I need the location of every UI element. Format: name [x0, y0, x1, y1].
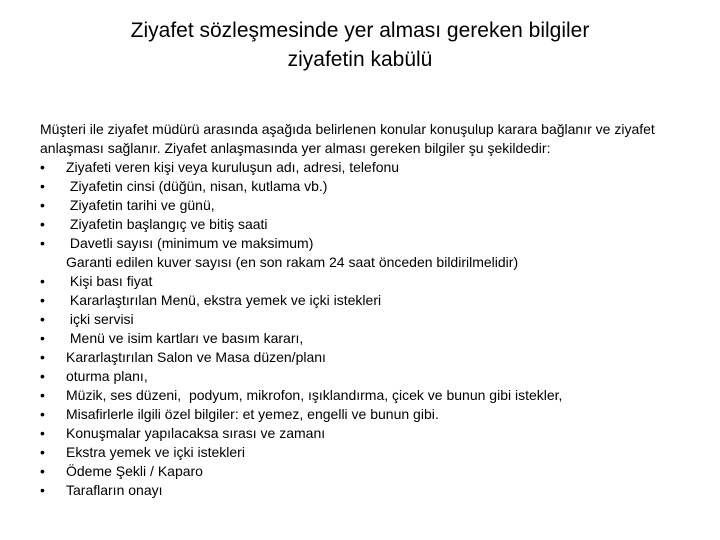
bullet-icon: •: [40, 482, 45, 498]
list-item-text: Menü ve isim kartları ve basım kararı,: [66, 330, 304, 346]
list-item: [40, 310, 680, 329]
list-item-text: oturma planı,: [66, 368, 148, 384]
bullet-icon: •: [40, 235, 45, 251]
list-item-text: Müzik, ses düzeni, podyum, mikrofon, ışıklandırma, çicek ve bunun gibi istekler,: [66, 387, 563, 403]
list-item-text: Ekstra yemek ve içki istekleri: [66, 444, 245, 460]
bullet-icon: •: [40, 216, 45, 232]
bullet-icon: •: [40, 463, 45, 479]
list-item-text: Konuşmalar yapılacaksa sırası ve zamanı: [66, 425, 326, 441]
list-item: [40, 443, 680, 462]
list-item: [40, 481, 680, 500]
list-item: [40, 405, 680, 424]
list-item: [40, 234, 680, 253]
bullet-icon: •: [40, 292, 45, 308]
list-item: [40, 253, 680, 272]
bullet-icon: •: [40, 330, 45, 346]
bullet-icon: •: [40, 387, 45, 403]
list-item: [40, 367, 680, 386]
list-item-text: içki servisi: [66, 311, 134, 327]
bullet-icon: •: [40, 178, 45, 194]
page-title: [40, 16, 680, 74]
list-item-text: Misafirlerle ilgili özel bilgiler: et yemez, engelli ve bunun gibi.: [66, 406, 439, 422]
list-item-text: Tarafların onayı: [66, 482, 163, 498]
requirements-list: [40, 158, 680, 500]
list-item: [40, 424, 680, 443]
list-item: [40, 158, 680, 177]
content-body: [40, 120, 680, 500]
list-item-text: Garanti edilen kuver sayısı (en son rakam 24 saat önceden bildirilmelidir): [66, 254, 519, 270]
bullet-icon: •: [40, 311, 45, 327]
list-item: [40, 348, 680, 367]
bullet-icon: •: [40, 444, 45, 460]
list-item: [40, 196, 680, 215]
bullet-icon: •: [40, 368, 45, 384]
bullet-icon: •: [40, 197, 45, 213]
list-item: [40, 386, 680, 405]
title-line-1: Ziyafet sözleşmesinde yer alması gereken bilgiler: [130, 19, 590, 42]
bullet-icon: •: [40, 406, 45, 422]
list-item-text: Ziyafetin tarihi ve günü,: [66, 197, 215, 213]
bullet-icon: •: [40, 159, 45, 175]
list-item-text: Ziyafetin cinsi (düğün, nisan, kutlama vb.): [66, 178, 328, 194]
list-item: [40, 215, 680, 234]
list-item-text: Davetli sayısı (minimum ve maksimum): [66, 235, 314, 251]
list-item-text: Ziyafeti veren kişi veya kuruluşun adı, adresi, telefonu: [66, 159, 400, 175]
list-item-text: Ziyafetin başlangıç ve bitiş saati: [66, 216, 268, 232]
bullet-icon: •: [40, 349, 45, 365]
bullet-icon: •: [40, 425, 45, 441]
list-item-text: Ödeme Şekli / Kaparo: [66, 463, 203, 479]
list-item: [40, 272, 680, 291]
list-item-text: Kararlaştırılan Menü, ekstra yemek ve içki istekleri: [66, 292, 382, 308]
list-item: [40, 177, 680, 196]
list-item-text: Kararlaştırılan Salon ve Masa düzen/planı: [66, 349, 326, 365]
list-item: [40, 462, 680, 481]
title-line-2: ziyafetin kabülü: [287, 48, 433, 71]
intro-paragraph: Müşteri ile ziyafet müdürü arasında aşağıda belirlenen konular konuşulup karara bağlanır ve ziyafet anlaşması sağlanır. Ziyafet anlaşmasında yer alması gereken bilgiler şu şekildedir:: [40, 121, 655, 156]
list-item: [40, 291, 680, 310]
bullet-icon: •: [40, 273, 45, 289]
list-item-text: Kişi bası fiyat: [66, 273, 153, 289]
list-item: [40, 329, 680, 348]
